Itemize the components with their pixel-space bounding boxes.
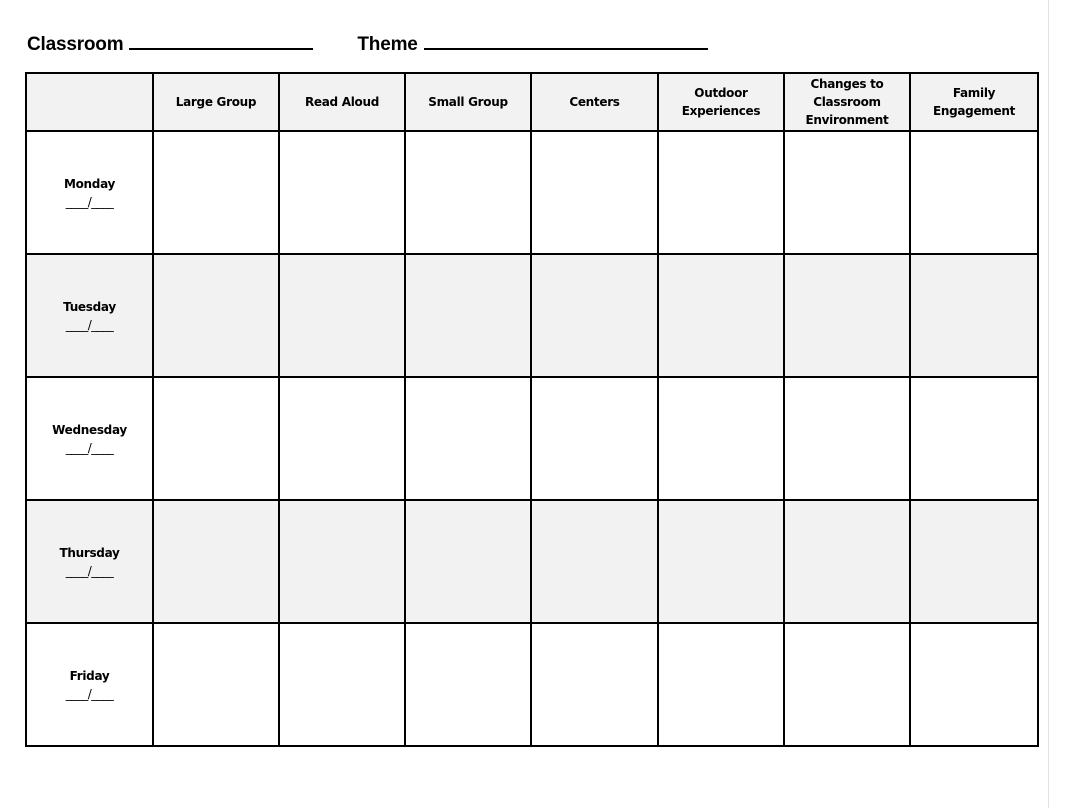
plan-cell[interactable]: [658, 131, 784, 254]
day-name: Friday: [69, 668, 110, 683]
plan-cell[interactable]: [405, 131, 531, 254]
weekly-planner-table: [25, 72, 1039, 747]
table-row-thursday: [26, 500, 1038, 623]
column-header-small-group: Small Group: [405, 73, 531, 131]
plan-cell[interactable]: [784, 377, 910, 500]
day-cell-friday: [26, 623, 153, 746]
plan-cell[interactable]: [279, 254, 405, 377]
day-name: Wednesday: [52, 422, 127, 437]
planner-header: [27, 30, 708, 58]
plan-cell[interactable]: [153, 623, 279, 746]
plan-cell[interactable]: [405, 500, 531, 623]
day-date-blank: ____/____: [65, 317, 114, 332]
plan-cell[interactable]: [658, 254, 784, 377]
plan-cell[interactable]: [153, 254, 279, 377]
plan-cell[interactable]: [279, 131, 405, 254]
plan-cell[interactable]: [910, 131, 1038, 254]
theme-label: Theme: [357, 34, 418, 55]
day-name: Tuesday: [63, 299, 116, 314]
plan-cell[interactable]: [531, 377, 658, 500]
column-header-large-group: Large Group: [153, 73, 279, 131]
day-date-blank: ____/____: [65, 563, 114, 578]
plan-cell[interactable]: [784, 131, 910, 254]
plan-cell[interactable]: [405, 254, 531, 377]
table-row-monday: [26, 131, 1038, 254]
plan-cell[interactable]: [531, 254, 658, 377]
plan-cell[interactable]: [910, 623, 1038, 746]
column-header-read-aloud: Read Aloud: [279, 73, 405, 131]
day-date-blank: ____/____: [65, 440, 114, 455]
plan-cell[interactable]: [153, 500, 279, 623]
table-row-friday: [26, 623, 1038, 746]
classroom-label: Classroom: [27, 34, 124, 55]
plan-cell[interactable]: [910, 377, 1038, 500]
day-cell-wednesday: [26, 377, 153, 500]
plan-cell[interactable]: [405, 623, 531, 746]
plan-cell[interactable]: [153, 131, 279, 254]
column-header-family-engagement: Family Engagement: [910, 73, 1038, 131]
plan-cell[interactable]: [784, 254, 910, 377]
day-cell-tuesday: [26, 254, 153, 377]
column-header-outdoor-experiences: Outdoor Experiences: [658, 73, 784, 131]
plan-cell[interactable]: [531, 500, 658, 623]
plan-cell[interactable]: [531, 131, 658, 254]
plan-cell[interactable]: [279, 500, 405, 623]
corner-cell: [26, 73, 153, 131]
plan-cell[interactable]: [658, 377, 784, 500]
plan-cell[interactable]: [405, 377, 531, 500]
day-name: Monday: [63, 176, 116, 191]
day-date-blank: ____/____: [65, 686, 114, 701]
plan-cell[interactable]: [531, 623, 658, 746]
plan-cell[interactable]: [910, 254, 1038, 377]
table-row-tuesday: [26, 254, 1038, 377]
day-cell-thursday: [26, 500, 153, 623]
column-header-changes-to-classroom-environment: Changes to Classroom Environment: [784, 73, 910, 131]
column-header-centers: Centers: [531, 73, 658, 131]
page-edge: [1048, 0, 1049, 808]
day-cell-monday: [26, 131, 153, 254]
day-date-blank: ____/____: [65, 194, 114, 209]
plan-cell[interactable]: [658, 623, 784, 746]
plan-cell[interactable]: [279, 377, 405, 500]
theme-field[interactable]: [424, 30, 708, 50]
classroom-field[interactable]: [129, 30, 313, 50]
plan-cell[interactable]: [153, 377, 279, 500]
header-row: [26, 73, 1038, 131]
plan-cell[interactable]: [784, 623, 910, 746]
table-row-wednesday: [26, 377, 1038, 500]
plan-cell[interactable]: [279, 623, 405, 746]
plan-cell[interactable]: [658, 500, 784, 623]
plan-cell[interactable]: [910, 500, 1038, 623]
plan-cell[interactable]: [784, 500, 910, 623]
day-name: Thursday: [59, 545, 120, 560]
